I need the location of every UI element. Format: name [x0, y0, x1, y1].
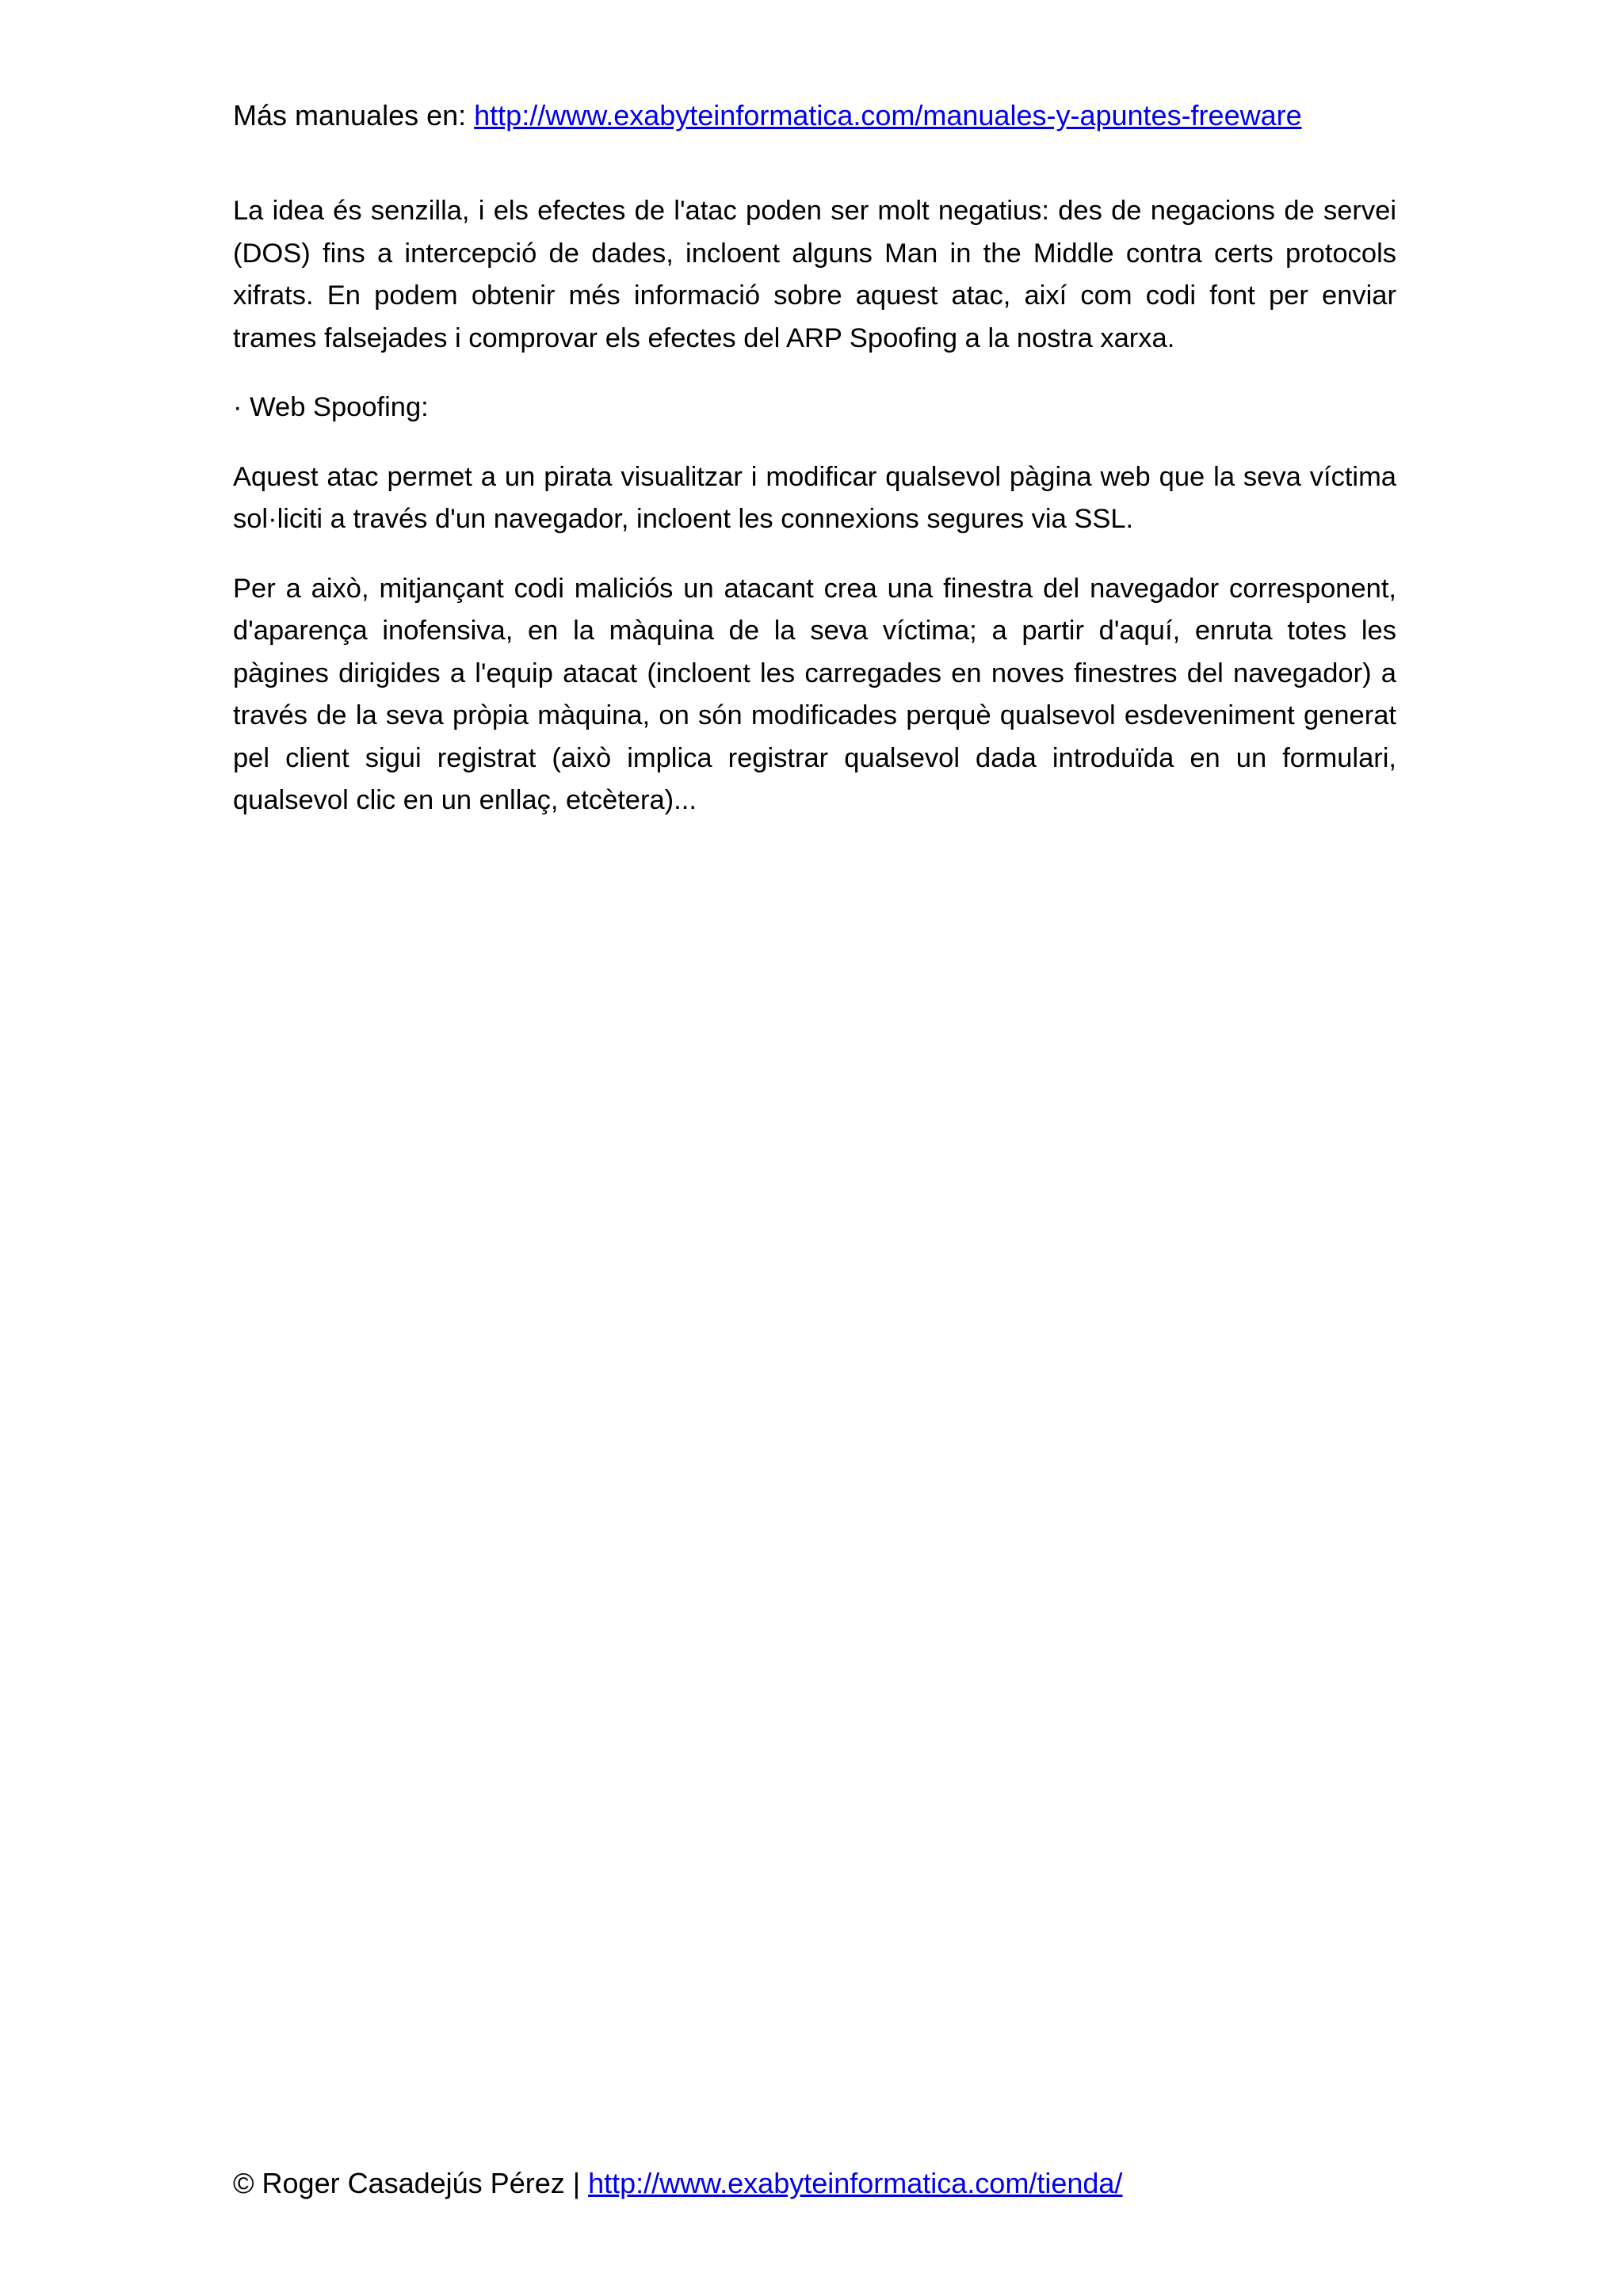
page-header [233, 95, 1398, 136]
document-body [233, 190, 1396, 849]
header-manuals-link[interactable]: http://www.exabyteinformatica.com/manuales-y-apuntes-freeware [474, 99, 1302, 132]
paragraph-web-spoofing-intro: Aquest atac permet a un pirata visualitzar i modificar qualsevol pàgina web que la seva víctima sol·liciti a través d'un navegador, incloent les connexions segures via SSL. [233, 461, 1396, 534]
header-prefix: Más manuales en: [233, 99, 475, 132]
page-footer [233, 2163, 1398, 2204]
paragraph-web-spoofing-detail: Per a això, mitjançant codi maliciós un atacant crea una finestra del navegador corresponent, d'aparença inofensiva, en la màquina de la seva víctima; a partir d'aquí, enruta totes les pàgines dirigides a l'equip atacat (incloent les carregades en noves finestres del navegador) a través de la seva pròpia màquina, on són modificades perquè qualsevol esdeveniment generat pel client sigui registrat (això implica registrar qualsevol dada introduïda en un formulari, qualsevol clic en un enllaç, etcètera)... [233, 573, 1396, 815]
footer-copyright: © Roger Casadejús Pérez | [233, 2167, 589, 2199]
section-heading-web-spoofing: · Web Spoofing: [233, 392, 429, 422]
paragraph-arp-spoofing: La idea és senzilla, i els efectes de l'atac poden ser molt negatius: des de negacions de servei (DOS) fins a intercepció de dades, incloent alguns Man in the Middle contra certs protocols xifrats. En podem obtenir més informació sobre aquest atac, així com codi font per enviar trames falsejades i comprovar els efectes del ARP Spoofing a la nostra xarxa. [233, 196, 1396, 353]
footer-shop-link[interactable]: http://www.exabyteinformatica.com/tienda/ [588, 2167, 1123, 2199]
